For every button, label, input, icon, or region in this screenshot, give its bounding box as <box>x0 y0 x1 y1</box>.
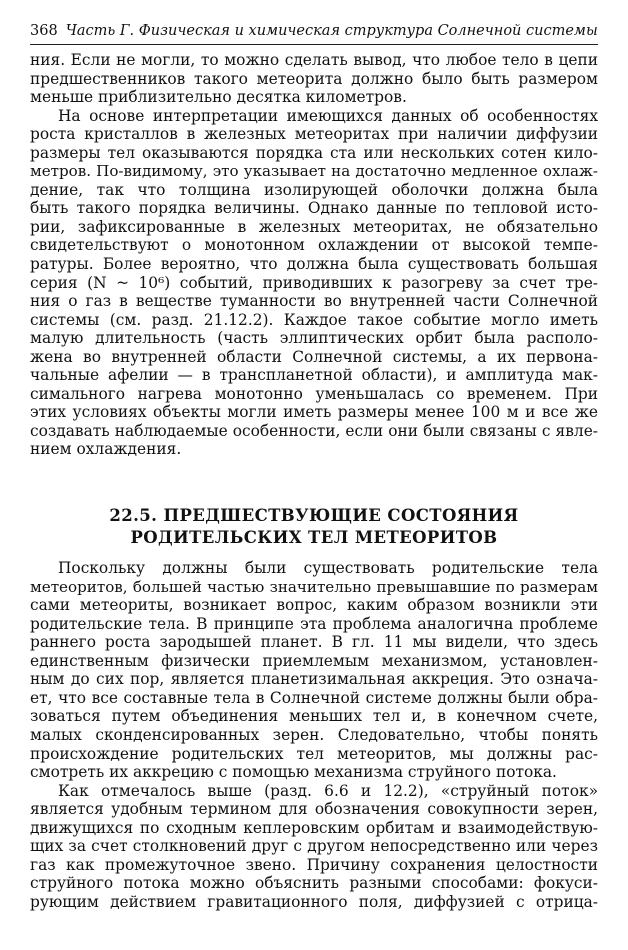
text-line: метров. По-видимому, это указывает на достаточно медленное охлаж- <box>30 162 598 181</box>
text-line: ратуры. Более вероятно, что должна была существовать большая <box>30 255 598 274</box>
book-page <box>30 22 598 911</box>
section-heading-line-1: 22.5. ПРЕДШЕСТВУЮЩИЕ СОСТОЯНИЯ <box>109 506 519 526</box>
text-line: жена во внутренней области Солнечной системы, а их первона- <box>30 347 598 366</box>
page-number: 368 <box>30 23 58 39</box>
text-line: малую длительность (часть эллиптических орбит была располо- <box>30 329 598 348</box>
text-line: рующим действием гравитационного поля, диффузией с отрица- <box>30 892 598 911</box>
text-line: меньше приблизительно десятка километров. <box>30 88 407 107</box>
text-line: ния о газ в веществе туманности во внутренней части Солнечной <box>30 292 598 311</box>
running-header <box>30 22 598 45</box>
text-line: быть такого порядка величины. Однако данные по тепловой исто- <box>30 199 598 218</box>
section-heading <box>30 505 598 549</box>
text-line: дение, так что толщина изолирующей оболочки должна была <box>30 180 598 199</box>
text-line: сами метеориты, возникает вопрос, каким образом возникли эти <box>30 596 598 615</box>
paragraph-jet-stream <box>30 782 598 912</box>
text-line: ет, что все составные тела в Солнечной системе должны были обра- <box>30 688 598 707</box>
paragraph-continuation <box>30 51 598 107</box>
text-line: нием охлаждения. <box>30 440 182 459</box>
text-line: роста кристаллов в железных метеоритах при наличии диффузии <box>30 125 598 144</box>
text-line: предшественников такого метеорита должно было быть размером <box>30 69 598 88</box>
text-line: малых сконденсированных зерен. Следовательно, чтобы понять <box>30 725 598 744</box>
text-line: газ как промежуточное звено. Причину сохранения целостности <box>30 855 598 874</box>
text-line: Поскольку должны были существовать родительские тела <box>58 559 598 578</box>
paragraph-parent-bodies <box>30 559 598 782</box>
paragraph-crystal-growth <box>30 107 598 459</box>
text-line: щих за счет столкновений друг с другом непосредственно или через <box>30 837 598 856</box>
text-line: серия (N ~ 10⁶) событий, приводивших к разогреву за счет тре- <box>30 273 598 292</box>
text-line: создавать наблюдаемые особенности, если они были связаны с явле- <box>30 421 598 440</box>
text-line: струйного потока можно объяснить разными способами: фокуси- <box>30 874 598 893</box>
text-line: единственным физически приемлемым механизмом, установлен- <box>30 651 598 670</box>
text-line: зоваться путем объединения меньших тел и, в конечном счете, <box>30 707 598 726</box>
text-line: является удобным термином для обозначения совокупности зерен, <box>30 800 598 819</box>
text-line: этих условиях объекты могли иметь размеры менее 100 м и все же <box>30 403 598 422</box>
text-line: раннего роста зародышей планет. В гл. 11 мы видели, что здесь <box>30 633 598 652</box>
text-line: симального нагрева монотонно уменьшалась со временем. При <box>30 384 598 403</box>
section-heading-line-2: РОДИТЕЛЬСКИХ ТЕЛ МЕТЕОРИТОВ <box>130 528 498 548</box>
text-line: Как отмечалось выше (разд. 6.6 и 12.2), «струйный поток» <box>58 781 598 800</box>
text-line: свидетельствуют о монотонном охлаждении от высокой темпе- <box>30 236 598 255</box>
text-line: ния. Если не могли, то можно сделать вывод, что любое тело в цепи <box>30 51 598 69</box>
text-line: движущихся по сходным кеплеровским орбитам и взаимодействую- <box>30 818 598 837</box>
running-title: Часть Г. Физическая и химическая структура Солнечной системы <box>65 23 598 39</box>
text-line: метеоритов, большей частью значительно превышавшие по размерам <box>30 577 598 596</box>
text-line: системы (см. разд. 21.12.2). Каждое такое событие могло иметь <box>30 310 598 329</box>
text-line: На основе интерпретации имеющихся данных об особенностях <box>58 106 598 125</box>
text-line: чальные афелии — в трансплaнетной области), и амплитуда мак- <box>30 366 598 385</box>
text-line: рии, зафиксированные в железных метеоритах, не обязательно <box>30 217 598 236</box>
text-line: смотреть их аккрецию с помощью механизма струйного потока. <box>30 763 557 782</box>
text-line: размеры тел оказываются порядка ста или нескольких сотен кило- <box>30 143 598 162</box>
text-line: ным до сих пор, является планетизимальная аккреция. Это означа- <box>30 670 598 689</box>
text-line: родительские тела. В принципе эта проблема аналогична проблеме <box>30 614 598 633</box>
text-line: происхождение родительских тел метеоритов, мы должны рас- <box>30 744 598 763</box>
